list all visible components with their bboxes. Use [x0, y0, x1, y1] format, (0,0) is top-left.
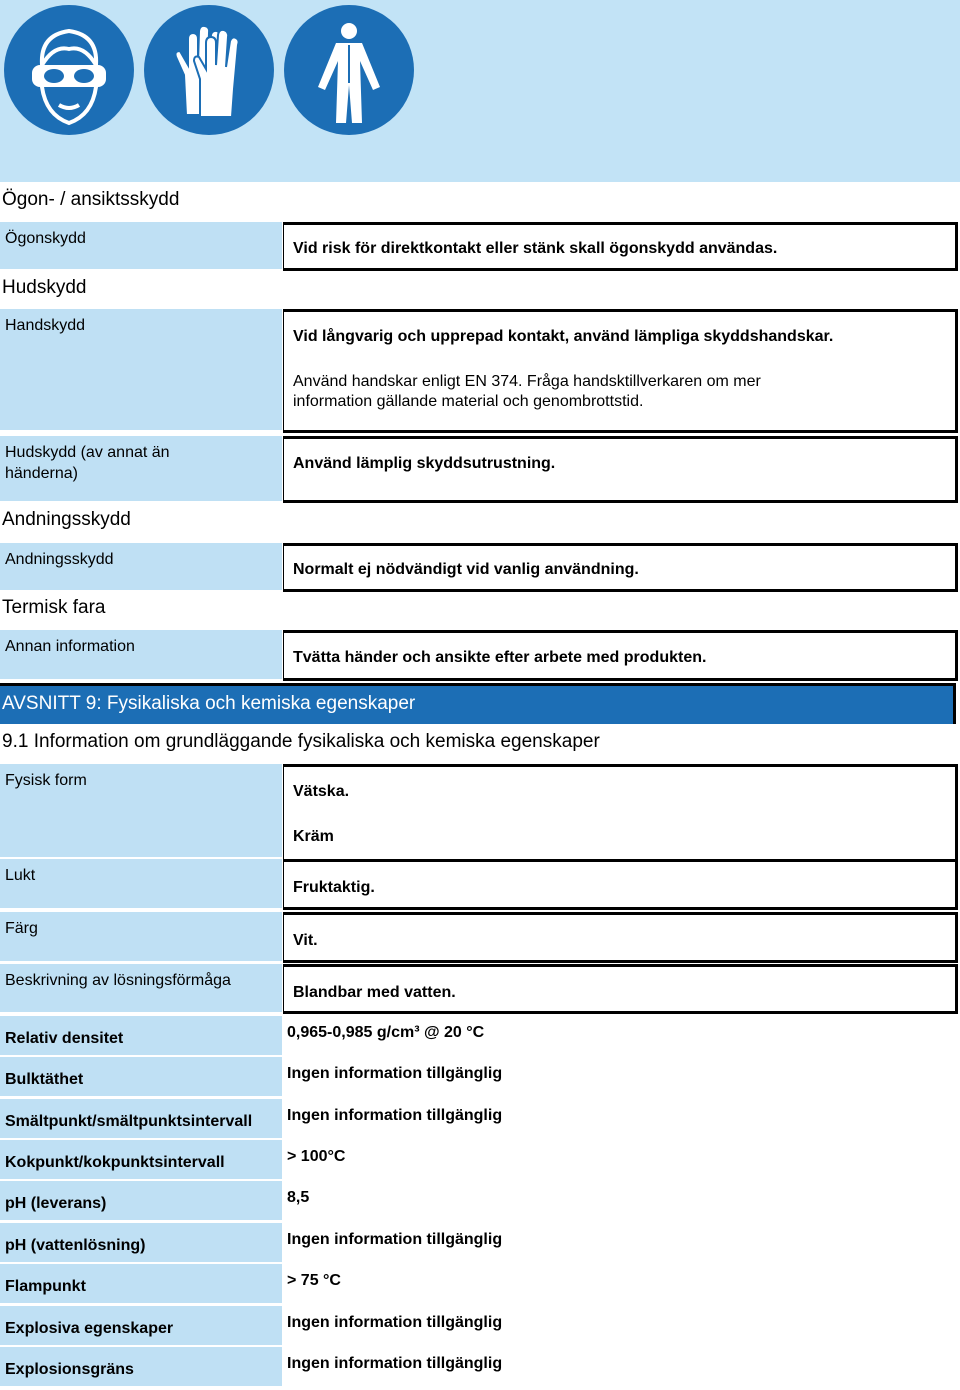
property-label: Smältpunkt/smältpunktsintervall — [0, 1099, 282, 1138]
eye-protection-text: Vid risk för direktkontakt eller stänk skall ögonskydd användas. — [293, 240, 778, 257]
property-label: Explosiva egenskaper — [0, 1306, 282, 1345]
color-value — [283, 912, 958, 963]
gloves-icon — [144, 5, 274, 135]
skin-protection-heading: Hudskydd — [2, 277, 87, 298]
solubility-text: Blandbar med vatten. — [293, 984, 456, 1001]
hand-protection-text-2: Använd handskar enligt EN 374. Fråga handsktillverkaren om mer information gällande material och genombrottstid. — [293, 373, 761, 410]
body-protection-label: Hudskydd (av annat än händerna) — [0, 436, 282, 501]
property-label: Flampunkt — [0, 1264, 282, 1303]
protective-suit-icon — [284, 5, 414, 135]
odor-text: Fruktaktig. — [293, 879, 375, 896]
property-value: Ingen information tillgänglig — [287, 1231, 503, 1248]
body-protection-text: Använd lämplig skyddsutrustning. — [293, 455, 556, 472]
body-protection-value — [283, 436, 958, 503]
color-label: Färg — [0, 912, 282, 961]
respiratory-value — [283, 543, 958, 592]
section-9-1-heading: 9.1 Information om grundläggande fysikaliska och kemiska egenskaper — [2, 731, 600, 752]
other-info-label: Annan information — [0, 630, 282, 679]
respiratory-text: Normalt ej nödvändigt vid vanlig användning. — [293, 561, 639, 578]
solubility-label: Beskrivning av lösningsförmåga — [0, 964, 282, 1012]
odor-label: Lukt — [0, 859, 282, 908]
hand-protection-value — [283, 309, 958, 433]
property-value: Ingen information tillgänglig — [287, 1107, 503, 1124]
property-label: Kokpunkt/kokpunktsintervall — [0, 1140, 282, 1179]
eye-protection-label: Ögonskydd — [0, 222, 282, 269]
physical-form-text-1: Vätska. — [293, 783, 350, 800]
respiratory-label: Andningsskydd — [0, 543, 282, 590]
respiratory-heading: Andningsskydd — [2, 509, 131, 530]
hand-protection-text-1: Vid långvarig och upprepad kontakt, använd lämpliga skyddshandskar. — [293, 328, 834, 345]
eye-protection-icon — [4, 5, 134, 135]
thermal-heading: Termisk fara — [2, 597, 106, 618]
eye-protection-value — [283, 222, 958, 271]
color-text: Vit. — [293, 932, 318, 949]
physical-form-value — [283, 764, 958, 859]
hand-protection-label: Handskydd — [0, 309, 282, 430]
property-value: 8,5 — [287, 1189, 310, 1206]
physical-form-label: Fysisk form — [0, 764, 282, 857]
property-label: pH (leverans) — [0, 1181, 282, 1220]
physical-form-text-2: Kräm — [293, 828, 334, 845]
property-label: Relativ densitet — [0, 1016, 282, 1055]
eye-protection-heading: Ögon- / ansiktsskydd — [2, 189, 180, 210]
property-value: 0,965-0,985 g/cm³ @ 20 °C — [287, 1024, 485, 1041]
property-label: Bulktäthet — [0, 1057, 282, 1096]
solubility-value — [283, 964, 958, 1014]
other-info-text: Tvätta händer och ansikte efter arbete med produkten. — [293, 649, 707, 666]
property-label: pH (vattenlösning) — [0, 1223, 282, 1262]
property-value: > 100°C — [287, 1148, 346, 1165]
other-info-value — [283, 630, 958, 681]
property-label: Explosionsgräns — [0, 1347, 282, 1386]
odor-value — [283, 859, 958, 910]
property-value: Ingen information tillgänglig — [287, 1065, 503, 1082]
property-value: > 75 °C — [287, 1272, 341, 1289]
property-value: Ingen information tillgänglig — [287, 1314, 503, 1331]
section-9-title: AVSNITT 9: Fysikaliska och kemiska egenskaper — [2, 693, 416, 714]
property-value: Ingen information tillgänglig — [287, 1355, 503, 1372]
